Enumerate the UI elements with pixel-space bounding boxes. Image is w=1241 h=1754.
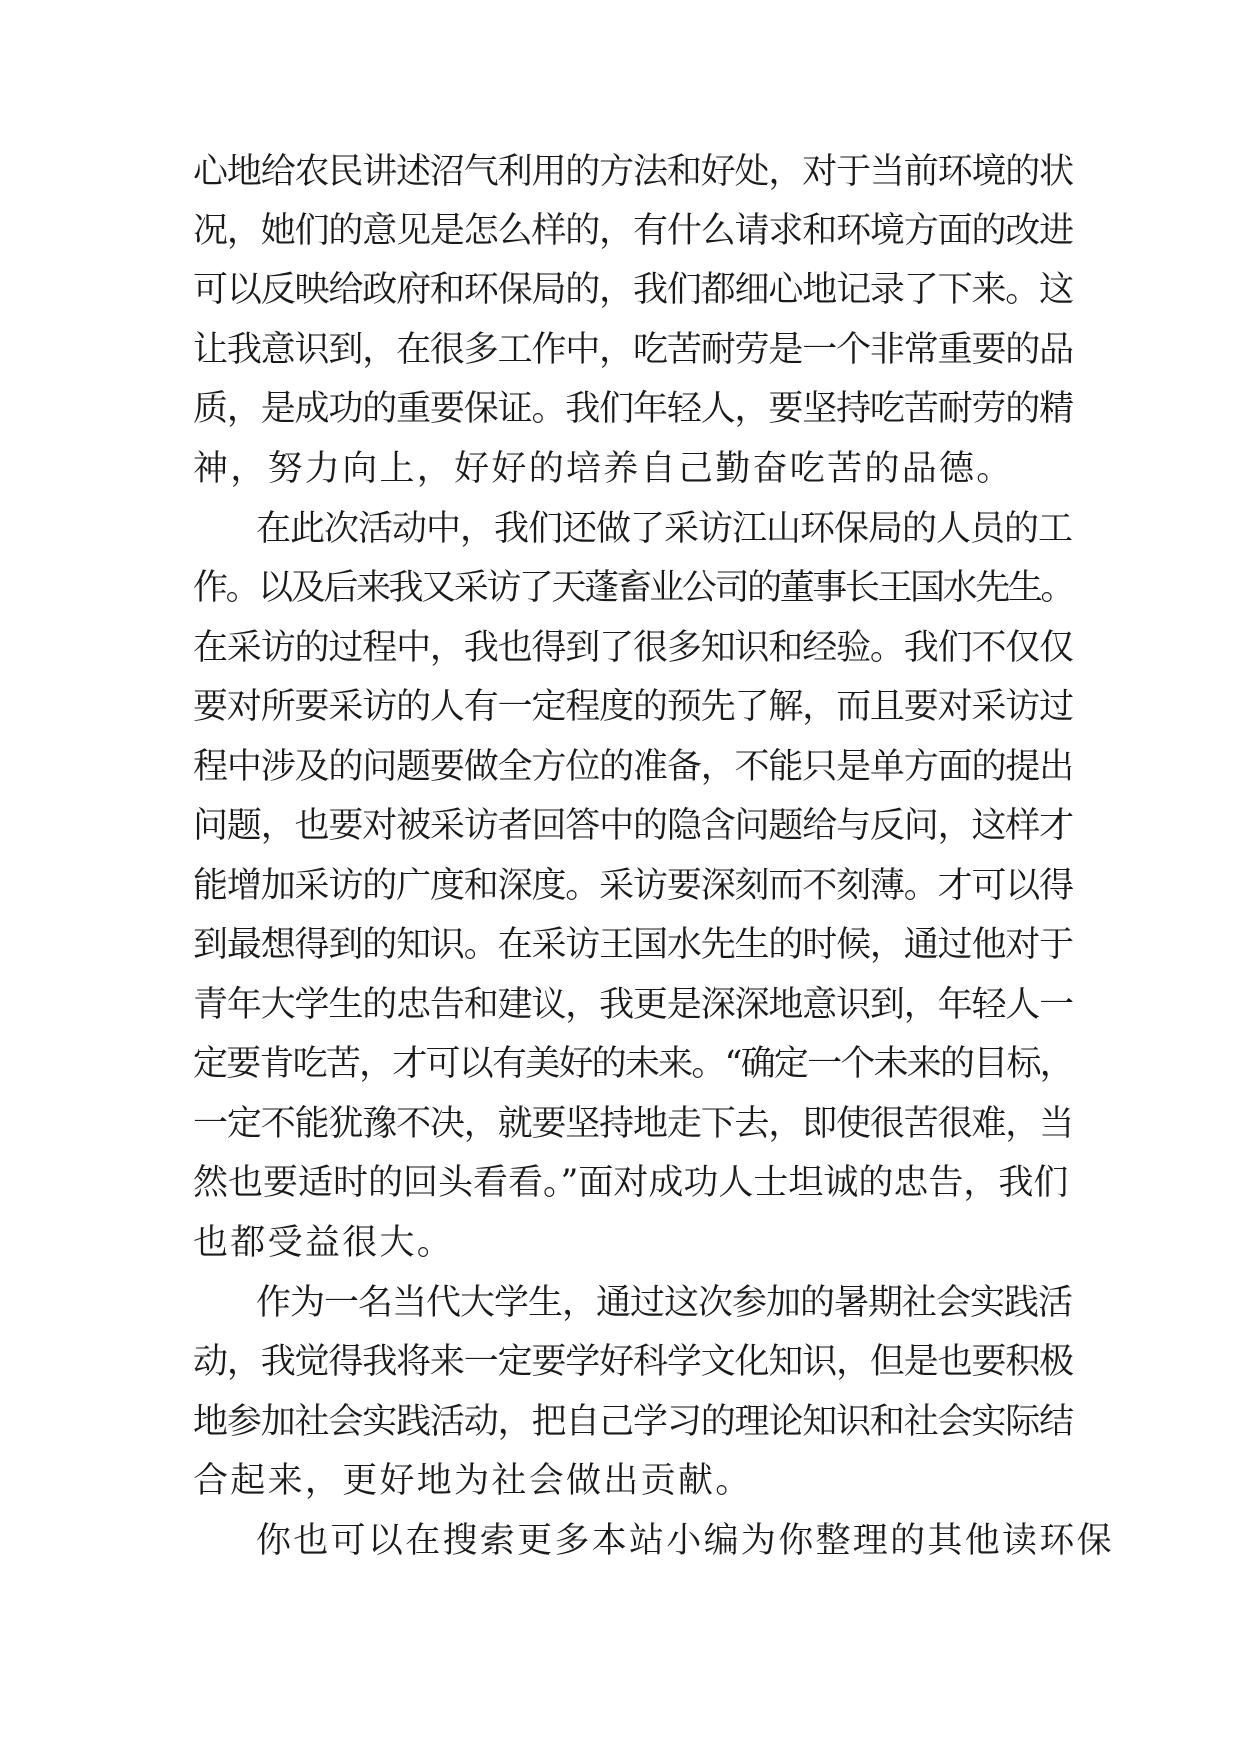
paragraph-first-line: 在此次活动中，我们还做了采访江山环保局的人员的工	[256, 509, 1073, 549]
text-line: 让我意识到，在很多工作中，吃苦耐劳是一个非常重要的品	[193, 330, 1074, 370]
text-line: 地参加社会实践活动，把自己学习的理论知识和社会实际结	[193, 1402, 1074, 1442]
text-line: 问题，也要对被采访者回答中的隐含问题给与反问，这样才	[193, 806, 1074, 846]
text-line: 动，我觉得我将来一定要学好科学文化知识，但是也要积极	[193, 1342, 1074, 1382]
text-line: 要对所要采访的人有一定程度的预先了解，而且要对采访过	[193, 687, 1074, 727]
text-line: 合起来，更好地为社会做出贡献。	[193, 1461, 753, 1501]
text-line: 然也要适时的回头看看。”面对成功人士坦诚的忠告，我们	[193, 1163, 1069, 1203]
text-line: 作。以及后来我又采访了天蓬畜业公司的董事长王国水先生。	[193, 568, 1074, 608]
text-line: 神，努力向上，好好的培养自己勤奋吃苦的品德。	[193, 449, 1014, 489]
text-line: 也都受益很大。	[193, 1223, 455, 1263]
text-line: 在采访的过程中，我也得到了很多知识和经验。我们不仅仅	[193, 628, 1074, 668]
text-line: 定要肯吃苦，才可以有美好的未来。“确定一个未来的目标，	[193, 1044, 1073, 1084]
paragraph-first-line: 你也可以在搜索更多本站小编为你整理的其他读环保	[256, 1521, 1114, 1561]
text-line: 程中涉及的问题要做全方位的准备，不能只是单方面的提出	[193, 747, 1074, 787]
text-line: 况，她们的意见是怎么样的，有什么请求和环境方面的改进	[193, 211, 1074, 251]
text-line: 到最想得到的知识。在采访王国水先生的时候，通过他对于	[193, 925, 1074, 965]
text-line: 能增加采访的广度和深度。采访要深刻而不刻薄。才可以得	[193, 866, 1074, 906]
paragraph-first-line: 作为一名当代大学生，通过这次参加的暑期社会实践活	[256, 1283, 1073, 1323]
text-line: 质，是成功的重要保证。我们年轻人，要坚持吃苦耐劳的精	[193, 389, 1074, 429]
text-line: 心地给农民讲述沼气利用的方法和好处，对于当前环境的状	[193, 152, 1074, 192]
text-line: 一定不能犹豫不决，就要坚持地走下去，即使很苦很难，当	[193, 1104, 1074, 1144]
text-line: 青年大学生的忠告和建议，我更是深深地意识到，年轻人一	[193, 985, 1074, 1025]
text-line: 可以反映给政府和环保局的，我们都细心地记录了下来。这	[193, 270, 1074, 310]
